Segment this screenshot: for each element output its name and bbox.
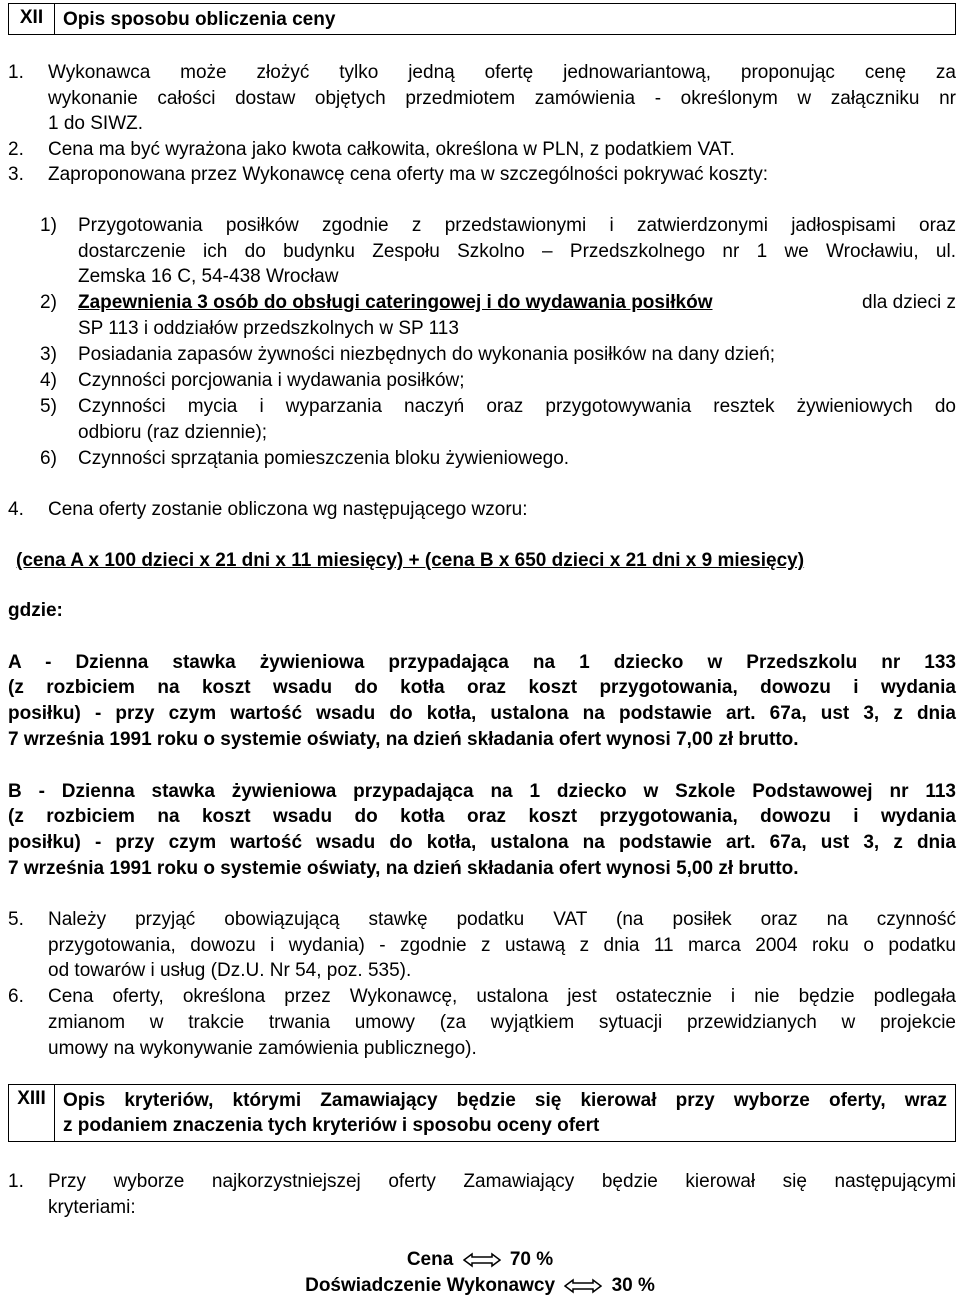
cost-number: 4) bbox=[40, 370, 57, 391]
cost-text-line bbox=[78, 290, 956, 316]
cost-underlined-text: Zapewnienia 3 osób do obsługi cateringowej i do wydawania posiłków bbox=[78, 292, 713, 313]
section-number-text: XIII bbox=[17, 1088, 46, 1109]
cost-text-line: odbioru (raz dziennie); bbox=[78, 422, 268, 443]
section-title-line: z podaniem znaczenia tych kryteriów i sposobu oceny ofert bbox=[63, 1115, 600, 1136]
definition-b-line: 7 września 1991 roku o systemie oświaty, na dzień składania ofert wynosi 5,00 zł brutto. bbox=[8, 858, 799, 879]
item-text-line: 1 do SIWZ. bbox=[48, 113, 144, 134]
cost-number: 1) bbox=[40, 215, 57, 236]
definition-a-line: 7 września 1991 roku o systemie oświaty, na dzień składania ofert wynosi 7,00 zł brutto. bbox=[8, 729, 799, 750]
item-number: 2. bbox=[8, 139, 24, 160]
definition-a-line: A - Dzienna stawka żywieniowa przypadająca na 1 dziecko w Przedszkolu nr 133 bbox=[8, 652, 956, 673]
cost-text-line: SP 113 i oddziałów przedszkolnych w SP 113 bbox=[78, 318, 459, 339]
cost-text-line: Czynności sprzątania pomieszczenia bloku żywieniowego. bbox=[78, 448, 570, 469]
criterion-label: Doświadczenie Wykonawcy bbox=[305, 1275, 556, 1296]
cost-number: 5) bbox=[40, 396, 57, 417]
item-number: 5. bbox=[8, 909, 24, 930]
section-xiii-header bbox=[8, 1084, 956, 1142]
criterion-value: 70 % bbox=[509, 1249, 554, 1270]
cost-number: 3) bbox=[40, 344, 57, 365]
definition-b-line: posiłku) - przy czym wartość wsadu do kotła, ustalona na podstawie art. 67a, ust 3, z dnia bbox=[8, 832, 956, 853]
definition-b-line: B - Dzienna stawka żywieniowa przypadająca na 1 dziecko w Szkole Podstawowej nr 113 bbox=[8, 781, 956, 802]
item-text-line: umowy na wykonywanie zamówienia publicznego). bbox=[48, 1038, 477, 1059]
item-text-line: Wykonawca może złożyć tylko jedną ofertę jednowariantową, proponując cenę za bbox=[48, 62, 956, 83]
double-arrow-icon bbox=[463, 1252, 501, 1268]
cost-text-line: Zemska 16 C, 54-438 Wrocław bbox=[78, 266, 339, 287]
cost-number: 2) bbox=[40, 292, 57, 313]
item-number: 1. bbox=[8, 62, 24, 83]
section-title bbox=[55, 1085, 955, 1141]
item-text-line: Zaproponowana przez Wykonawcę cena oferty ma w szczególności pokrywać koszty: bbox=[48, 164, 769, 185]
definition-a-line: posiłku) - przy czym wartość wsadu do kotła, ustalona na podstawie art. 67a, ust 3, z dnia bbox=[8, 703, 956, 724]
criterion-experience bbox=[0, 1273, 960, 1299]
definition-a-line: (z rozbiciem na koszt wsadu do kotła oraz koszt przygotowania, dowozu i wydania bbox=[8, 677, 956, 698]
double-arrow-icon bbox=[564, 1278, 602, 1294]
item-number: 4. bbox=[8, 499, 24, 520]
section-number bbox=[9, 1085, 55, 1141]
item-text-line: przygotowania, dowozu i wydania) - zgodnie z ustawą z dnia 11 marca 2004 roku o podatku bbox=[48, 935, 956, 956]
item-number: 1. bbox=[8, 1171, 24, 1192]
criterion-price bbox=[0, 1247, 960, 1273]
cost-text-line: dostarczenie ich do budynku Zespołu Szkolno – Przedszkolnego nr 1 we Wrocławiu, ul. bbox=[78, 241, 956, 262]
price-formula: (cena A x 100 dzieci x 21 dni x 11 miesięcy) + (cena B x 650 dzieci x 21 dni x 9 miesięcy) bbox=[16, 550, 805, 571]
cost-rest-text: dla dzieci z bbox=[862, 292, 956, 313]
item-text-line: Cena ma być wyrażona jako kwota całkowita, określona w PLN, z podatkiem VAT. bbox=[48, 139, 735, 160]
cost-text-line: Czynności mycia i wyparzania naczyń oraz przygotowywania resztek żywieniowych do bbox=[78, 396, 956, 417]
definition-b-line: (z rozbiciem na koszt wsadu do kotła oraz koszt przygotowania, dowozu i wydania bbox=[8, 806, 956, 827]
item-text-line: kryteriami: bbox=[48, 1197, 136, 1218]
cost-text-line: Czynności porcjowania i wydawania posiłków; bbox=[78, 370, 465, 391]
cost-number: 6) bbox=[40, 448, 57, 469]
cost-text-line: Posiadania zapasów żywności niezbędnych do wykonania posiłków na dany dzień; bbox=[78, 344, 776, 365]
section-title: Opis sposobu obliczenia ceny bbox=[63, 9, 336, 30]
section-title-line: Opis kryteriów, którymi Zamawiający będzie się kierował przy wyborze oferty, wraz bbox=[63, 1090, 947, 1111]
item-text-line: Należy przyjąć obowiązującą stawkę podatku VAT (na posiłek oraz na czynność bbox=[48, 909, 956, 930]
item-number: 3. bbox=[8, 164, 24, 185]
where-label: gdzie: bbox=[8, 600, 63, 621]
item-text-line: zmianom w trakcie trwania umowy (za wyjątkiem sytuacji przewidzianych w projekcie bbox=[48, 1012, 956, 1033]
section-number bbox=[9, 4, 55, 34]
item-text-line: od towarów i usług (Dz.U. Nr 54, poz. 535). bbox=[48, 960, 412, 981]
criterion-label: Cena bbox=[406, 1249, 454, 1270]
criterion-value: 30 % bbox=[611, 1275, 655, 1296]
item-text-line: Cena oferty, określona przez Wykonawcę, ustalona jest ostatecznie i nie będzie podlegała bbox=[48, 986, 956, 1007]
item-number: 6. bbox=[8, 986, 24, 1007]
section-number-text: XII bbox=[19, 7, 44, 28]
item-text-line: wykonanie całości dostaw objętych przedmiotem zamówienia - określonym w załączniku nr bbox=[48, 88, 956, 109]
cost-text-line: Przygotowania posiłków zgodnie z przedstawionymi i zatwierdzonymi jadłospisami oraz bbox=[78, 215, 956, 236]
item-text-line: Cena oferty zostanie obliczona wg następującego wzoru: bbox=[48, 499, 528, 520]
item-text-line: Przy wyborze najkorzystniejszej oferty Zamawiający będzie kierował się następującymi bbox=[48, 1171, 956, 1192]
section-xii-header bbox=[8, 3, 956, 35]
